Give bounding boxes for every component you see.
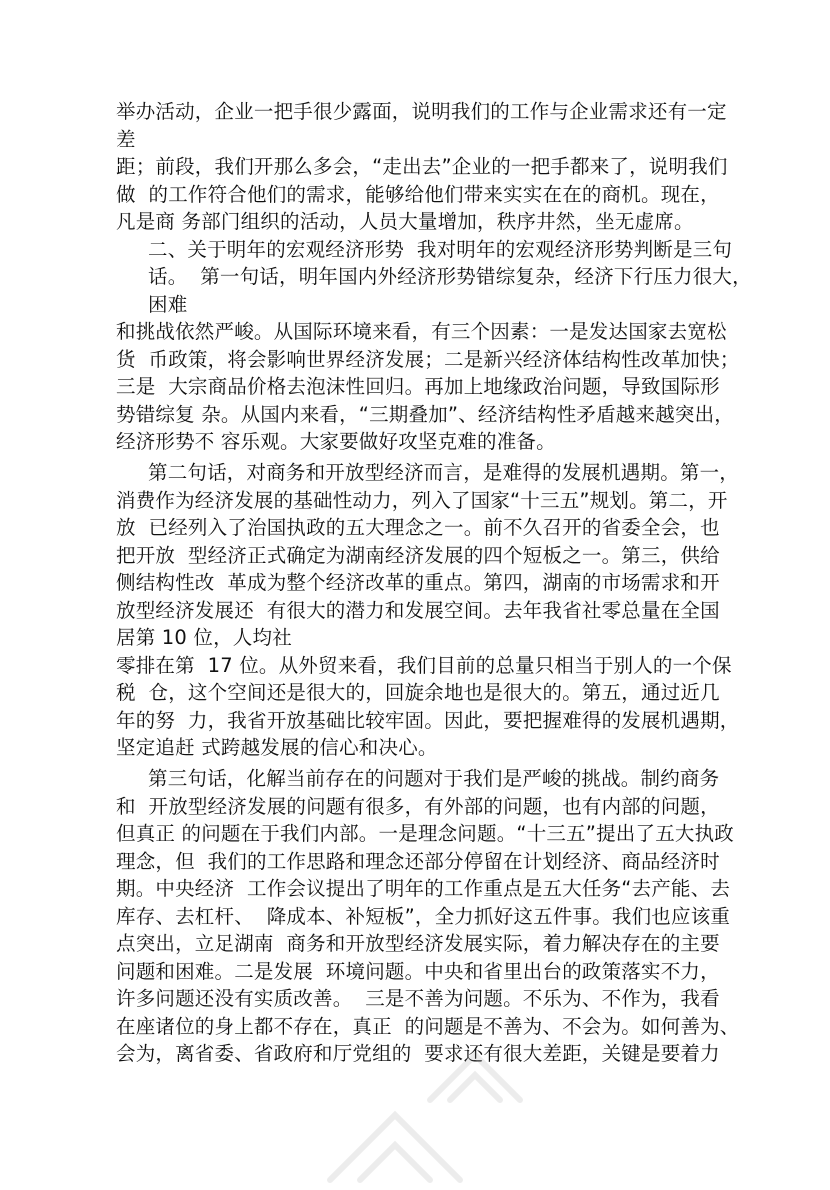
text-line: 凡是商 务部门组织的活动，人员大量增加，秩序井然，坐无虚席。 <box>116 210 694 233</box>
text-line: 消费作为经济发展的基础性动力，列入了国家“十三五”规划。第二，开 <box>116 489 728 512</box>
text-line: 差 <box>116 128 136 151</box>
text-line: 第二句话，对商务和开放型经济而言，是难得的发展机遇期。第一， <box>148 461 740 484</box>
text-line: 理念，但 我们的工作思路和理念还部分停留在计划经济、商品经济时 <box>116 850 720 873</box>
text-line: 货 币政策，将会影响世界经济发展；二是新兴经济体结构性改革加快； <box>116 348 740 371</box>
text-line: 但真正 的问题在于我们内部。一是理念问题。“十三五”提出了五大执政 <box>116 822 735 845</box>
text-line: 坚定追赶 式跨越发展的信心和决心。 <box>116 736 438 759</box>
text-line: 零排在第 17 位。从外贸来看，我们目前的总量只相当于别人的一个保 <box>116 654 732 677</box>
text-line: 二、关于明年的宏观经济形势 我对明年的宏观经济形势判断是三句 <box>148 238 733 261</box>
text-line: 年的努 力，我省开放基础比较牢固。因此，要把握难得的发展机遇期， <box>116 709 740 732</box>
text-line: 距；前段，我们开那么多会，“走出去”企业的一把手都来了，说明我们 <box>116 155 728 178</box>
watermark-icon <box>300 1040 530 1190</box>
text-line: 问题和困难。二是发展 环境问题。中央和省里出台的政策落实不力， <box>116 960 720 983</box>
text-line: 许多问题还没有实质改善。 三是不善为问题。不乐为、不作为，我看 <box>116 987 720 1010</box>
text-line: 点突出，立足湖南 商务和开放型经济发展实际，着力解决存在的主要 <box>116 932 720 955</box>
text-line: 居第 10 位，人均社 <box>116 626 292 649</box>
text-line: 和挑战依然严峻。从国际环境来看，有三个因素：一是发达国家去宽松 <box>116 320 727 343</box>
text-line: 三是 大宗商品价格去泡沫性回归。再加上地缘政治问题，导致国际形 <box>116 375 720 398</box>
text-line: 把开放 型经济正式确定为湖南经济发展的四个短板之一。第三，供给 <box>116 544 720 567</box>
text-line: 税 仓，这个空间还是很大的，回旋余地也是很大的。第五，通过近几 <box>116 681 720 704</box>
text-line: 困难 <box>148 293 188 316</box>
text-line: 经济形势不 容乐观。大家要做好攻坚克难的准备。 <box>116 430 556 453</box>
text-line: 第三句话，化解当前存在的问题对于我们是严峻的挑战。制约商务 <box>148 767 720 790</box>
text-line: 放 已经列入了治国执政的五大理念之一。前不久召开的省委全会，也 <box>116 516 720 539</box>
text-line: 做 的工作符合他们的需求，能够给他们带来实实在在的商机。现在， <box>116 183 720 206</box>
text-line: 侧结构性改 革成为整个经济改革的重点。第四，湖南的市场需求和开 <box>116 571 720 594</box>
text-line: 放型经济发展还 有很大的潜力和发展空间。去年我省社零总量在全国 <box>116 599 720 622</box>
text-line: 话。 第一句话，明年国内外经济形势错综复杂，经济下行压力很大， <box>148 265 752 288</box>
text-line: 会为，离省委、省政府和厅党组的 要求还有很大差距，关键是要着力 <box>116 1042 720 1065</box>
text-line: 举办活动，企业一把手很少露面，说明我们的工作与企业需求还有一定 <box>116 100 727 123</box>
text-line: 在座诸位的身上都不存在，真正 的问题是不善为、不会为。如何善为、 <box>116 1015 740 1038</box>
text-line: 期。中央经济 工作会议提出了明年的工作重点是五大任务“去产能、去 <box>116 877 731 900</box>
text-line: 势错综复 杂。从国内来看，“三期叠加”、经济结构性矛盾越来越突出， <box>116 403 735 426</box>
text-line: 库存、去杠杆、 降成本、补短板”，全力抓好这五件事。我们也应该重 <box>116 905 731 928</box>
text-line: 和 开放型经济发展的问题有很多，有外部的问题，也有内部的问题， <box>116 795 720 818</box>
